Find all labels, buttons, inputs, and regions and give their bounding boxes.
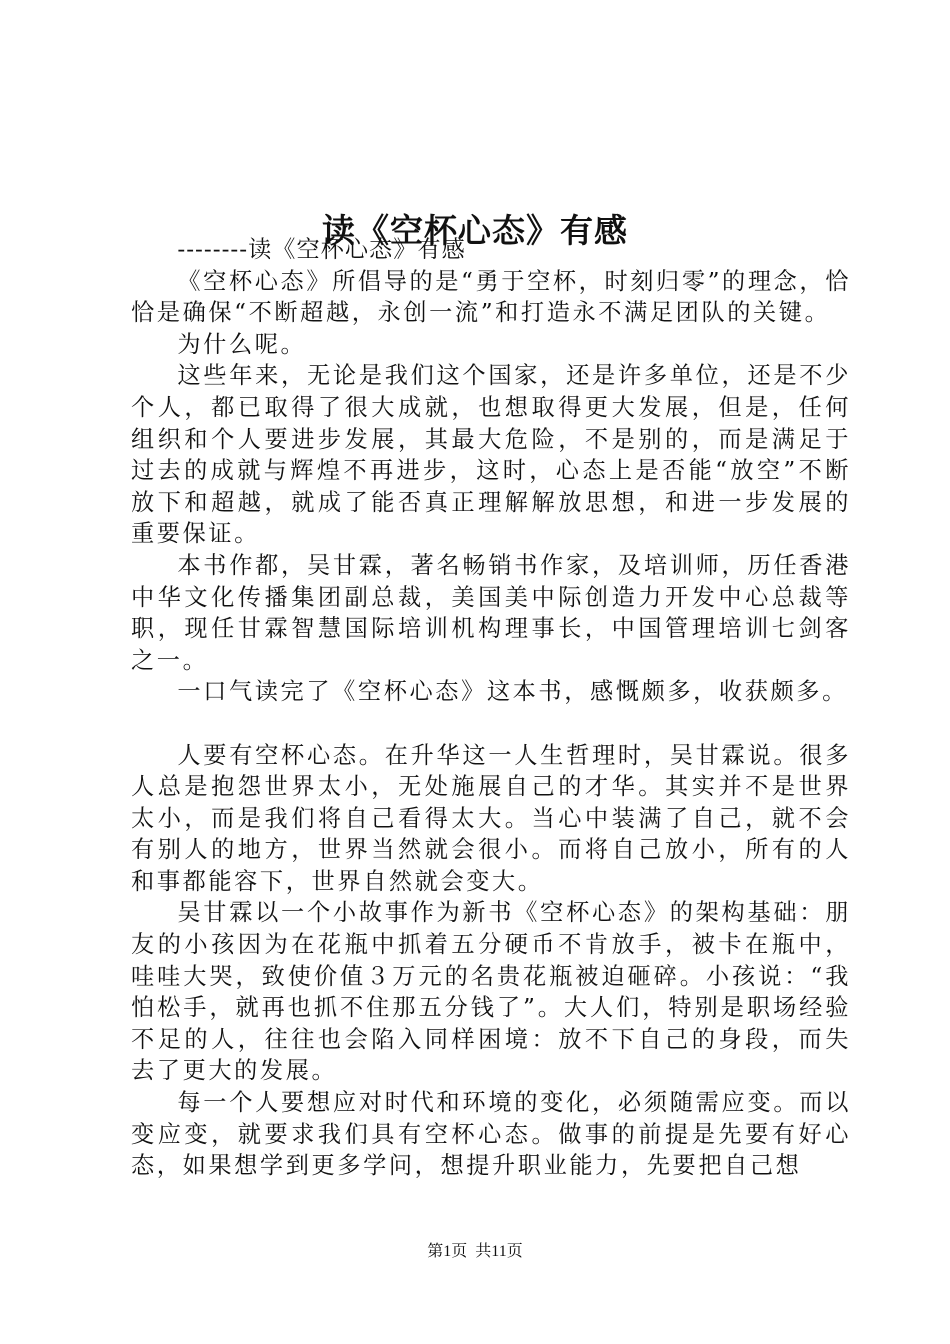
paragraph: 本书作都，吴甘霖，著名畅销书作家，及培训师，历任香港中华文化传播集团副总裁，美国美中际创造力开发中心总裁等职，现任甘霖智慧国际培训机构理事长，中国管理培训七剑客之一。 [131, 551, 851, 674]
subtitle-line: --------读《空杯心态》有感 [177, 236, 466, 263]
paragraph: 为什么呢。 [177, 330, 307, 358]
paragraph: 这些年来，无论是我们这个国家，还是许多单位，还是不少个人，都已取得了很大成就，也想取得更大发展，但是，任何组织和个人要进步发展，其最大危险，不是别的，而是满足于过去的成就与辉煌不再进步，这时，心态上是否能“放空”不断放下和超越，就成了能否真正理解解放思想，和进一步发展的重要保证。 [131, 362, 851, 548]
document-title: 读《空杯心态》有感 [322, 211, 628, 251]
paragraph: 一口气读完了《空杯心态》这本书，感慨颇多，收获颇多。 [177, 678, 848, 706]
page-number: 第1页 [427, 1243, 468, 1260]
page-total: 共11页 [475, 1243, 523, 1260]
page-footer [0, 1240, 950, 1264]
paragraph: 吴甘霖以一个小故事作为新书《空杯心态》的架构基础：朋友的小孩因为在花瓶中抓着五分硬币不肯放手，被卡在瓶中，哇哇大哭，致使价值３万元的名贵花瓶被迫砸碎。小孩说：“我怕松手，就再也抓不住那五分钱了”。大人们，特别是职场经验不足的人，往往也会陷入同样困境：放不下自己的身段，而失去了更大的发展。 [131, 899, 851, 1085]
paragraph: 人要有空杯心态。在升华这一人生哲理时，吴甘霖说。很多人总是抱怨世界太小，无处施展自己的才华。其实并不是世界太小，而是我们将自己看得太大。当心中装满了自己，就不会有别人的地方，世界当然就会很小。而将自己放小，所有的人和事都能容下，世界自然就会变大。 [131, 741, 851, 895]
paragraph: 每一个人要想应对时代和环境的变化，必须随需应变。而以变应变，就要求我们具有空杯心态。做事的前提是先要有好心态，如果想学到更多学问，想提升职业能力，先要把自己想 [131, 1089, 851, 1180]
document-body [131, 234, 851, 1182]
paragraph: 《空杯心态》所倡导的是“勇于空杯，时刻归零”的理念，恰恰是确保“不断超越，永创一流”和打造永不满足团队的关键。 [131, 267, 851, 327]
